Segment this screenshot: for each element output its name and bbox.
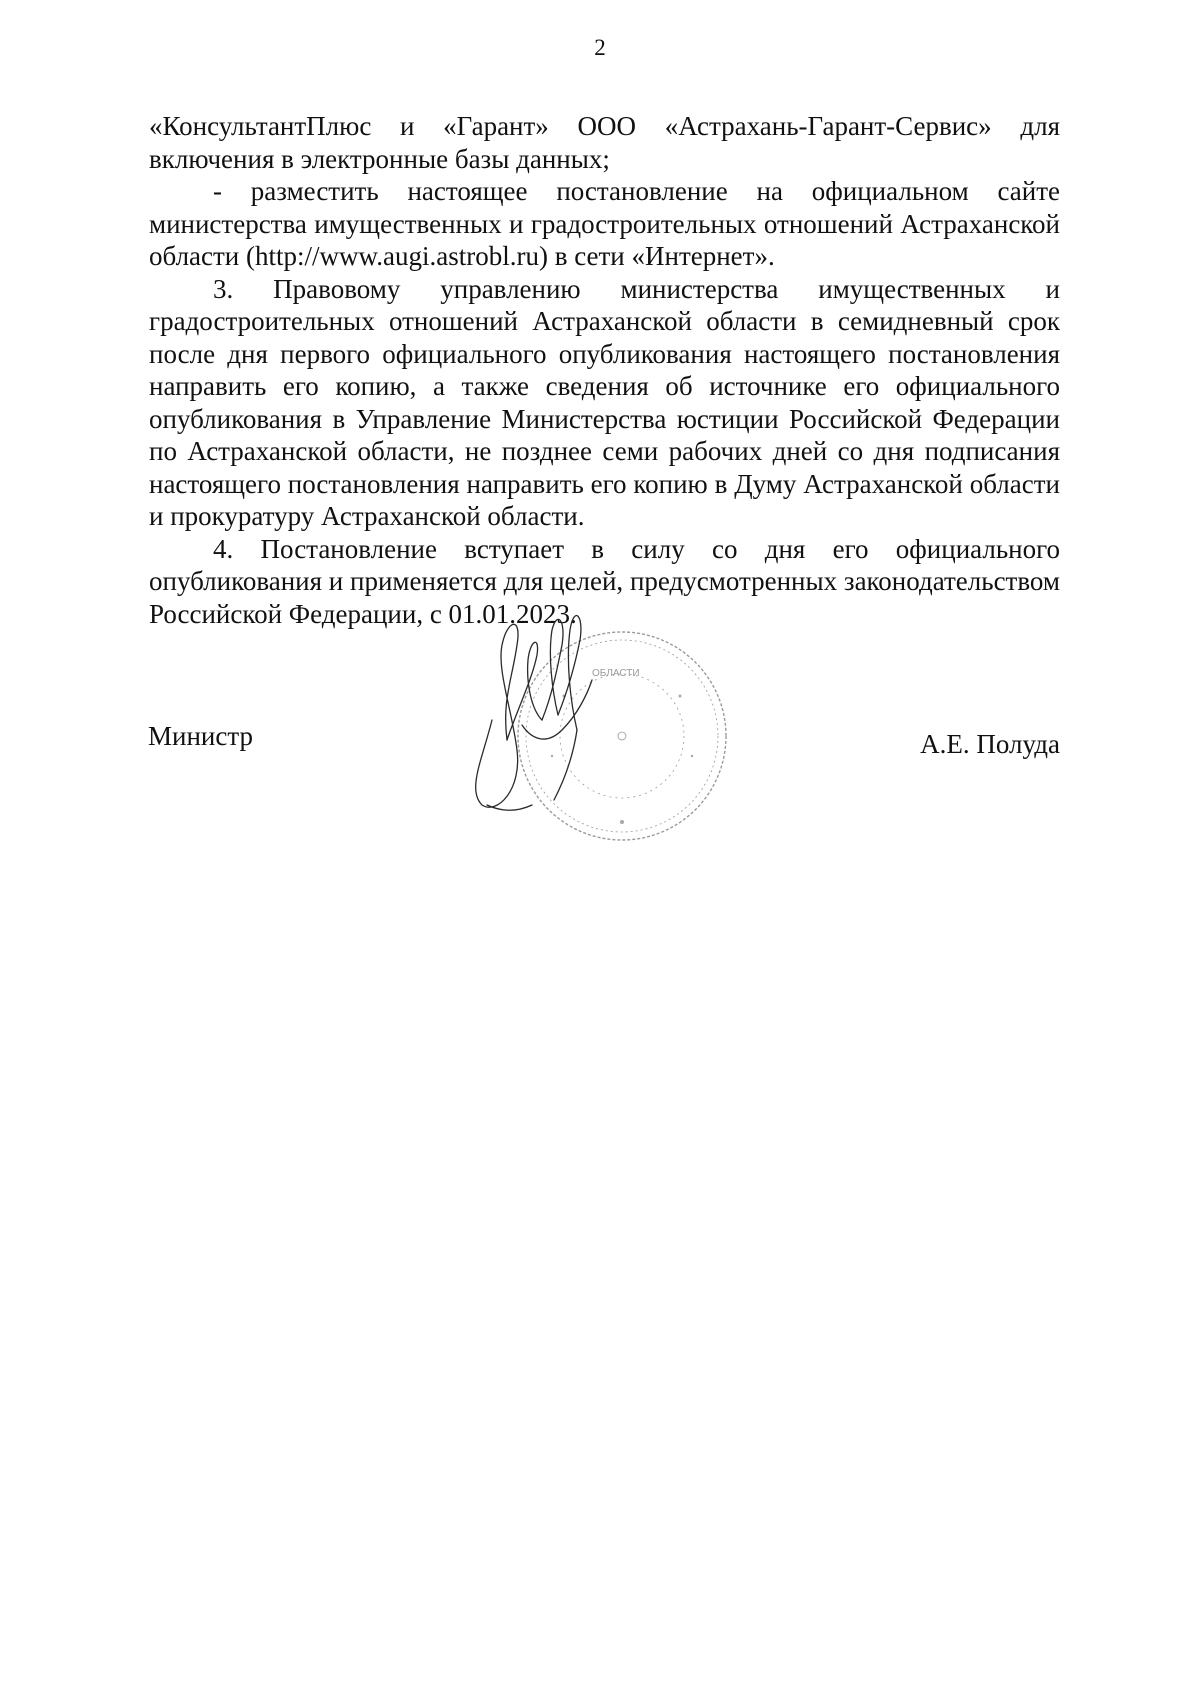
document-body — [149, 110, 1060, 630]
signature-block — [0, 600, 1200, 920]
seal-text: ОБЛАСТИ — [592, 668, 640, 679]
paragraph-item-3: 3. Правовому управлению министерства имущественных и градостроительных отношений Астраханской области в семидневный срок после дня первого официального опубликования настоящего постановления направить его копию, а также сведения об источнике его официального опубликования в Управление Министерства юстиции Российской Федерации по Астраханской области, не позднее семи рабочих дней со дня подписания настоящего постановления направить его копию в Думу Астраханской области и прокуратуру Астраханской области. — [149, 273, 1060, 531]
signer-position: Министр — [148, 721, 253, 751]
handwritten-signature — [462, 600, 622, 830]
page-number: 2 — [594, 35, 606, 60]
paragraph-item-4: 4. Постановление вступает в силу со дня его официального опубликования и применяется для целей, предусмотренных законодательством Российской Федерации, с 01.01.2023. — [149, 533, 1060, 629]
signer-name: А.Е. Полуда — [920, 729, 1060, 759]
paragraph-continuation: «КонсультантПлюс и «Гарант» ООО «Астрахань-Гарант-Сервис» для включения в электронные базы данных; — [149, 111, 1060, 174]
paragraph-publish-website: - разместить настоящее постановление на официальном сайте министерства имущественных и градостроительных отношений Астраханской области (http://www.augi.astrobl.ru) в сети «Интернет». — [149, 176, 1060, 271]
